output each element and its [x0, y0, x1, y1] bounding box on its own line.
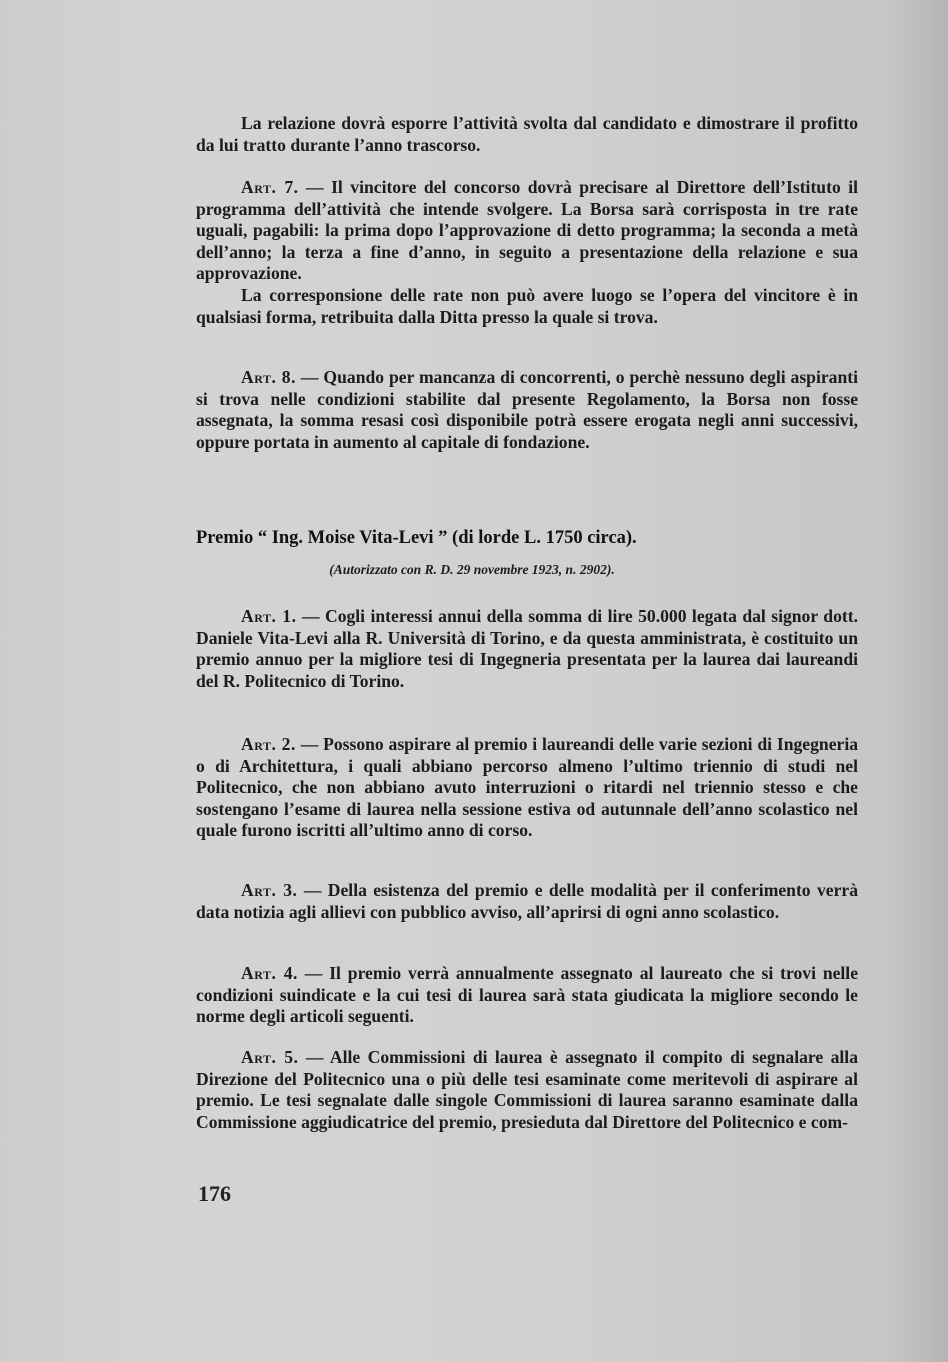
article-paragraph: [196, 1047, 858, 1133]
art3-block: [196, 880, 858, 923]
art7-paragraph: [196, 177, 858, 285]
intro-text: La relazione dovrà esporre l’attività svolta dal candidato e dimostrare il profitto da lui tratto durante l’anno trascorso.: [196, 113, 858, 155]
intro-paragraph: [196, 113, 858, 156]
art7-text: — Il vincitore del concorso dovrà precisare al Direttore dell’Istituto il programma dell’attività che intende svolgere. La Borsa sarà corrisposta in tre rate uguali, pagabili: la prima dopo l’approvazione di detto programma; la seconda a metà dell’anno; la terza a fine d’anno, in seguito a presentazione della relazione e sua approvazione.: [196, 177, 858, 284]
art8-paragraph: [196, 367, 858, 453]
art8-block: [196, 367, 858, 453]
article-label: Art. 1.: [241, 606, 297, 626]
article-label: Art. 2.: [241, 734, 296, 754]
premio-authorization: (Autorizzato con R. D. 29 novembre 1923, n. 2902).: [329, 562, 615, 577]
art5-block: [196, 1047, 858, 1133]
article-text: — Cogli interessi annui della somma di lire 50.000 legata dal signor dott. Daniele Vita-Levi alla R. Università di Torino, e da questa amministrata, è costituito un premio annuo per la migliore tesi di Ingegneria presentata per la laurea dai laureandi del R. Politecnico di Torino.: [196, 606, 858, 691]
art7-label: Art. 7.: [241, 177, 299, 197]
article-paragraph: [196, 734, 858, 842]
art8-label: Art. 8.: [241, 367, 296, 387]
article-label: Art. 5.: [241, 1047, 299, 1067]
article-text: — Il premio verrà annualmente assegnato al laureato che si trovi nelle condizioni suindicate e la cui tesi di laurea sarà stata giudicata la migliore secondo le norme degli articoli seguenti.: [196, 963, 858, 1027]
art7-paragraph-2: La corresponsione delle rate non può avere luogo se l’opera del vincitore è in qualsiasi forma, retribuita dalla Ditta presso la quale si trova.: [196, 284, 858, 327]
article-paragraph: [196, 606, 858, 692]
art7-block: [196, 177, 858, 328]
article-text: — Alle Commissioni di laurea è assegnato il compito di segnalare alla Direzione del Politecnico una o più delle tesi esaminate come meritevoli di aspirare al premio. Le tesi segnalate dalle singole Commissioni di laurea saranno esaminate dalla Commissione aggiudicatrice del premio, presieduta dal Direttore del Politecnico e com-: [196, 1047, 858, 1132]
article-label: Art. 3.: [241, 880, 298, 900]
article-paragraph: [196, 880, 858, 923]
article-paragraph: [196, 963, 858, 1028]
art1-block: [196, 606, 858, 692]
premio-title: Premio “ Ing. Moise Vita-Levi ” (di lorde L. 1750 circa).: [196, 528, 637, 548]
art8-text: — Quando per mancanza di concorrenti, o perchè nessuno degli aspiranti si trova nelle condizioni stabilite dal presente Regolamento, la Borsa non fosse assegnata, la somma resasi così disponibile potrà essere erogata negli anni successivi, oppure portata in aumento al capitale di fondazione.: [196, 367, 858, 452]
art2-block: [196, 734, 858, 842]
article-label: Art. 4.: [241, 963, 298, 983]
page-number: 176: [198, 1181, 231, 1206]
article-text: — Della esistenza del premio e delle modalità per il conferimento verrà data notizia agli allievi con pubblico avviso, all’aprirsi di ogni anno scolastico.: [196, 880, 858, 922]
art4-block: [196, 963, 858, 1028]
article-text: — Possono aspirare al premio i laureandi delle varie sezioni di Ingegneria o di Architettura, i quali abbiano percorso almeno l’ultimo triennio di studi nel Politecnico, che non abbiano avuto interruzioni o ritardi nel triennio stesso e che sostengano l’esame di laurea nella sessione estiva od autunnale dell’anno scolastico nel quale furono iscritti all’ultimo anno di corso.: [196, 734, 858, 841]
